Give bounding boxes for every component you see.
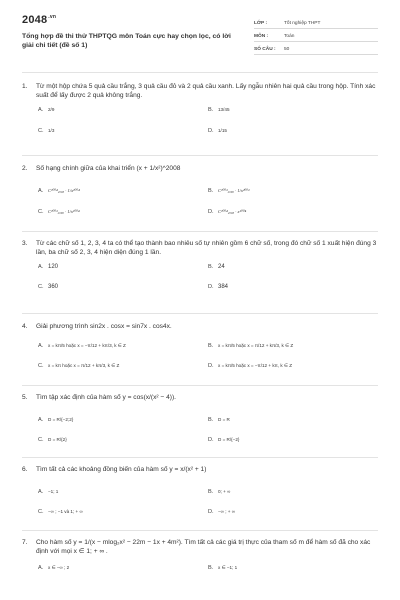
option-d[interactable]: D. x = kπ/5 hoặc x = −π/12 + kπ, k ∈ Z (208, 362, 293, 369)
option-d[interactable]: D. D = R\{−2} (208, 436, 240, 443)
question-stem (22, 322, 378, 331)
question-6 (22, 465, 378, 517)
question-text: Cho hàm số y = 1/(x − mlog₂x² − 22m − 1x + 4m²). Tìm tất cả các giá trị thực của tham số m để hàm số đã cho xác định với mọi x ∈ 1; + ∞ . (36, 539, 371, 555)
divider (22, 72, 378, 73)
divider (22, 385, 378, 386)
site-logo[interactable]: $2048^{.vn}$ (22, 14, 57, 26)
option-b[interactable]: B. 24 (208, 263, 225, 270)
question-stem (22, 82, 378, 100)
question-text: Số hạng chính giữa của khai triển (x + 1/x²)^2008 (36, 165, 181, 172)
divider (22, 457, 378, 458)
option-c[interactable]: C. 1/3 (38, 127, 55, 134)
option-b[interactable]: B. x = kπ/5 hoặc x = π/12 + kπ/3, k ∈ Z (208, 342, 294, 349)
option-b[interactable]: B. 13/45 (208, 106, 230, 113)
question-text: Tìm tất cả các khoảng đồng biến của hàm số y = x/(x² + 1) (36, 466, 207, 473)
document-title: Tổng hợp đề thi thử THPTQG môn Toán cực hay chọn lọc, có lời giải chi tiết (đề số 1) (22, 33, 231, 49)
meta-value: Toán (284, 34, 295, 39)
option-a[interactable]: A. −1; 1 (38, 488, 59, 495)
option-a[interactable]: A. 120 (38, 263, 59, 270)
option-c[interactable]: C. C¹⁰⁰³₂₀₀₈ · 1/x¹⁰⁰⁴ (38, 208, 80, 215)
divider (22, 231, 378, 232)
question-number: 3. (22, 240, 28, 247)
answer-options (38, 185, 378, 217)
question-text: Giải phương trình sin2x . cosx = sin7x . cos4x. (36, 323, 172, 330)
option-b[interactable]: B. C¹⁰⁰³₂₀₀₈ · 1/x²⁰⁰³ (208, 187, 250, 194)
question-stem (22, 538, 378, 556)
option-d[interactable]: D. 1/15 (208, 127, 227, 134)
question-number: 5. (22, 394, 28, 401)
meta-row-subject (254, 29, 378, 42)
question-stem (22, 239, 378, 257)
question-2 (22, 164, 378, 217)
divider (22, 313, 378, 314)
question-stem (22, 465, 378, 474)
divider (22, 530, 378, 531)
option-c[interactable]: C. x = kπ hoặc x = π/12 + kπ/3, k ∈ Z (38, 362, 120, 369)
question-text: Từ một hộp chứa 5 quả cầu trắng, 3 quả cầu đỏ và 2 quả cầu xanh. Lấy ngẫu nhiên hai quả cầu trong hộp. Tính xác suất để lấy được 2 quả không trắng. (36, 83, 376, 99)
question-7 (22, 538, 378, 573)
question-text: Từ các chữ số 1, 2, 3, 4 ta có thể tạo thành bao nhiêu số tự nhiên gồm 6 chữ số, trong đó chữ số 1 xuất hiện đúng 3 lần, ba chữ số 2, 3, 4 hiện diện đúng 1 lần. (36, 240, 377, 256)
question-number: 6. (22, 466, 28, 473)
question-3 (22, 239, 378, 292)
answer-options (38, 562, 378, 573)
meta-value: Tốt nghiệp THPT (284, 21, 321, 26)
question-number: 1. (22, 83, 28, 90)
option-b[interactable]: B. 0; + ∞ (208, 488, 231, 495)
meta-key: LỚP : (254, 21, 268, 26)
option-b[interactable]: B. D = R (208, 416, 230, 423)
meta-value: 50 (284, 47, 290, 52)
question-5 (22, 393, 378, 445)
answer-options (38, 486, 378, 517)
option-d[interactable]: D. 384 (208, 283, 229, 290)
option-b[interactable]: B. x ∈ −1; 1 (208, 564, 238, 571)
question-number: 2. (22, 165, 28, 172)
document-meta (254, 16, 378, 55)
option-a[interactable]: A. x = kπ/5 hoặc x = −π/12 + kπ/3, k ∈ Z (38, 342, 126, 349)
question-stem (22, 164, 378, 173)
document-header (22, 14, 378, 64)
option-d[interactable]: D. C¹⁰⁰⁴₂₀₀₈ · x¹⁰⁰⁴ (208, 208, 247, 215)
meta-row-class (254, 16, 378, 29)
question-number: 7. (22, 539, 28, 546)
meta-row-count (254, 42, 378, 55)
option-c[interactable]: C. 360 (38, 283, 59, 290)
question-stem (22, 393, 378, 402)
option-d[interactable]: D. −∞ ; + ∞ (208, 508, 236, 515)
answer-options (38, 340, 378, 371)
option-c[interactable]: C. D = R\{2} (38, 436, 67, 443)
option-a[interactable]: A. C¹⁰⁰⁴₂₀₀₈ · 1/x¹⁰⁰⁴ (38, 187, 80, 194)
option-a[interactable]: A. D = R\{−2;2} (38, 416, 74, 423)
answer-options (38, 261, 378, 292)
option-a[interactable]: A. x ∈ −∞ ; 2 (38, 564, 70, 571)
question-1 (22, 82, 378, 136)
question-text: Tìm tập xác định của hàm số y = cos(x/(x² − 4)). (36, 394, 176, 401)
question-4 (22, 322, 378, 371)
answer-options (38, 104, 378, 136)
meta-key: MÔN : (254, 34, 269, 39)
divider (22, 155, 378, 156)
question-number: 4. (22, 323, 28, 330)
answer-options (38, 414, 378, 445)
option-a[interactable]: A. 2/9 (38, 106, 55, 113)
option-c[interactable]: C. −∞ ; −1 và 1; + ∞ (38, 508, 83, 515)
meta-key: SỐ CÂU : (254, 47, 276, 52)
